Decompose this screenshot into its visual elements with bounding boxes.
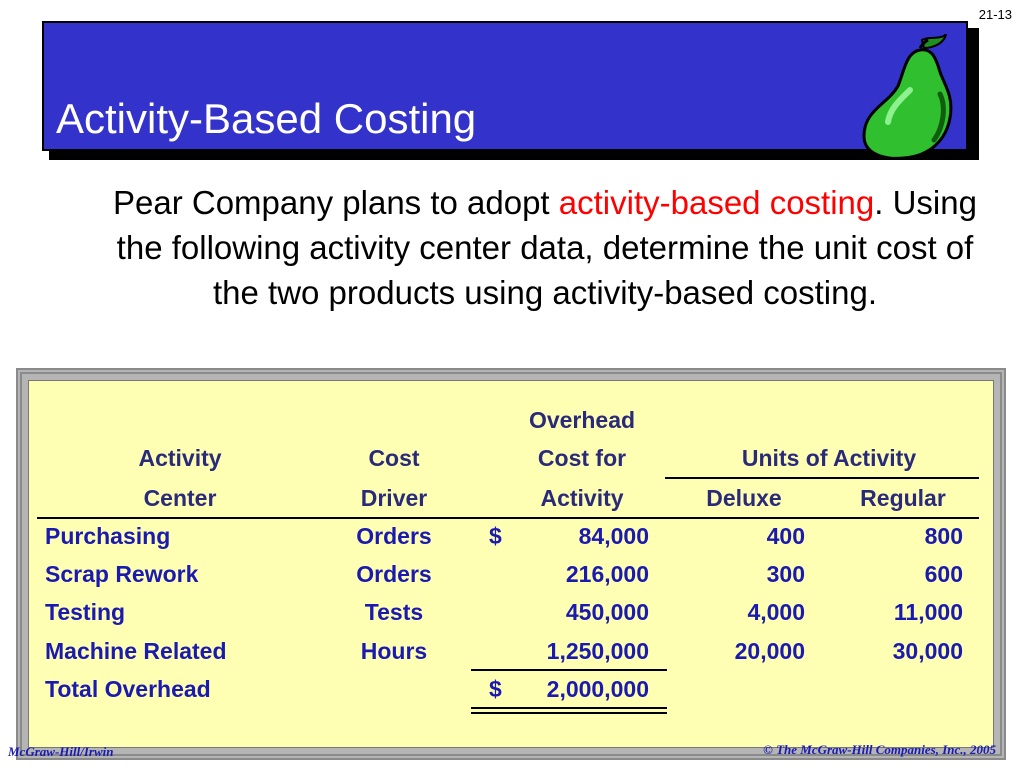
row-scrap-rework-driver: Orders (356, 561, 432, 587)
row-testing-center: Testing (45, 599, 126, 625)
header-driver-line2: Driver (360, 485, 428, 511)
row-scrap-rework-regular: 600 (924, 561, 963, 587)
units-header-rule (665, 477, 979, 479)
row-testing-regular: 11,000 (893, 599, 963, 625)
header-overhead-line3: Activity (540, 485, 624, 511)
row-scrap-rework-center: Scrap Rework (45, 561, 199, 587)
slide-number: 21-13 (978, 7, 1012, 22)
title-banner (42, 21, 968, 151)
header-overhead-line2: Cost for (537, 445, 627, 471)
intro-text-after: . Using the following activity center data, determine the unit cost of the two products using activity-based costing. (116, 184, 977, 311)
activity-table (28, 380, 994, 748)
total-overhead-cost: 2,000,000 (546, 676, 649, 702)
header-activity-line2: Center (143, 485, 217, 511)
footer-copyright: © The McGraw-Hill Companies, Inc., 2005 (763, 742, 996, 757)
total-rule (471, 669, 667, 671)
row-machine-related-regular: 30,000 (892, 638, 963, 664)
row-machine-related-center: Machine Related (45, 638, 227, 664)
row-purchasing-dollar: $ (489, 523, 502, 549)
header-rule (37, 517, 979, 519)
row-testing-cost: 450,000 (565, 599, 649, 625)
header-regular: Regular (860, 485, 946, 511)
row-machine-related-cost: 1,250,000 (546, 638, 649, 664)
total-overhead-label: Total Overhead (45, 676, 211, 702)
row-testing-deluxe: 4,000 (747, 599, 805, 625)
row-purchasing-deluxe: 400 (766, 523, 805, 549)
pear-icon (858, 34, 968, 160)
activity-table-frame (16, 368, 1006, 760)
total-double-rule-bottom (471, 712, 667, 714)
row-purchasing-regular: 800 (924, 523, 963, 549)
intro-paragraph (105, 180, 985, 315)
row-scrap-rework-cost: 216,000 (565, 561, 649, 587)
row-purchasing-cost: 84,000 (578, 523, 649, 549)
row-scrap-rework-deluxe: 300 (766, 561, 805, 587)
intro-highlight: activity-based costing (558, 184, 875, 221)
row-testing-driver: Tests (364, 599, 424, 625)
intro-text-before: Pear Company plans to adopt (113, 184, 559, 221)
row-purchasing-center: Purchasing (45, 523, 171, 549)
row-machine-related-deluxe: 20,000 (734, 638, 805, 664)
total-double-rule-top (471, 707, 667, 709)
footer-publisher: McGraw-Hill/Irwin (8, 744, 114, 759)
header-deluxe: Deluxe (706, 485, 782, 511)
row-machine-related-driver: Hours (360, 638, 428, 664)
total-overhead-dollar: $ (489, 676, 502, 702)
header-activity-line1: Activity (138, 445, 222, 471)
header-units-of-activity: Units of Activity (741, 445, 917, 471)
header-driver-line1: Cost (368, 445, 420, 471)
slide-title: Activity-Based Costing (56, 95, 477, 142)
header-overhead-line1: Overhead (528, 407, 636, 433)
row-purchasing-driver: Orders (356, 523, 432, 549)
